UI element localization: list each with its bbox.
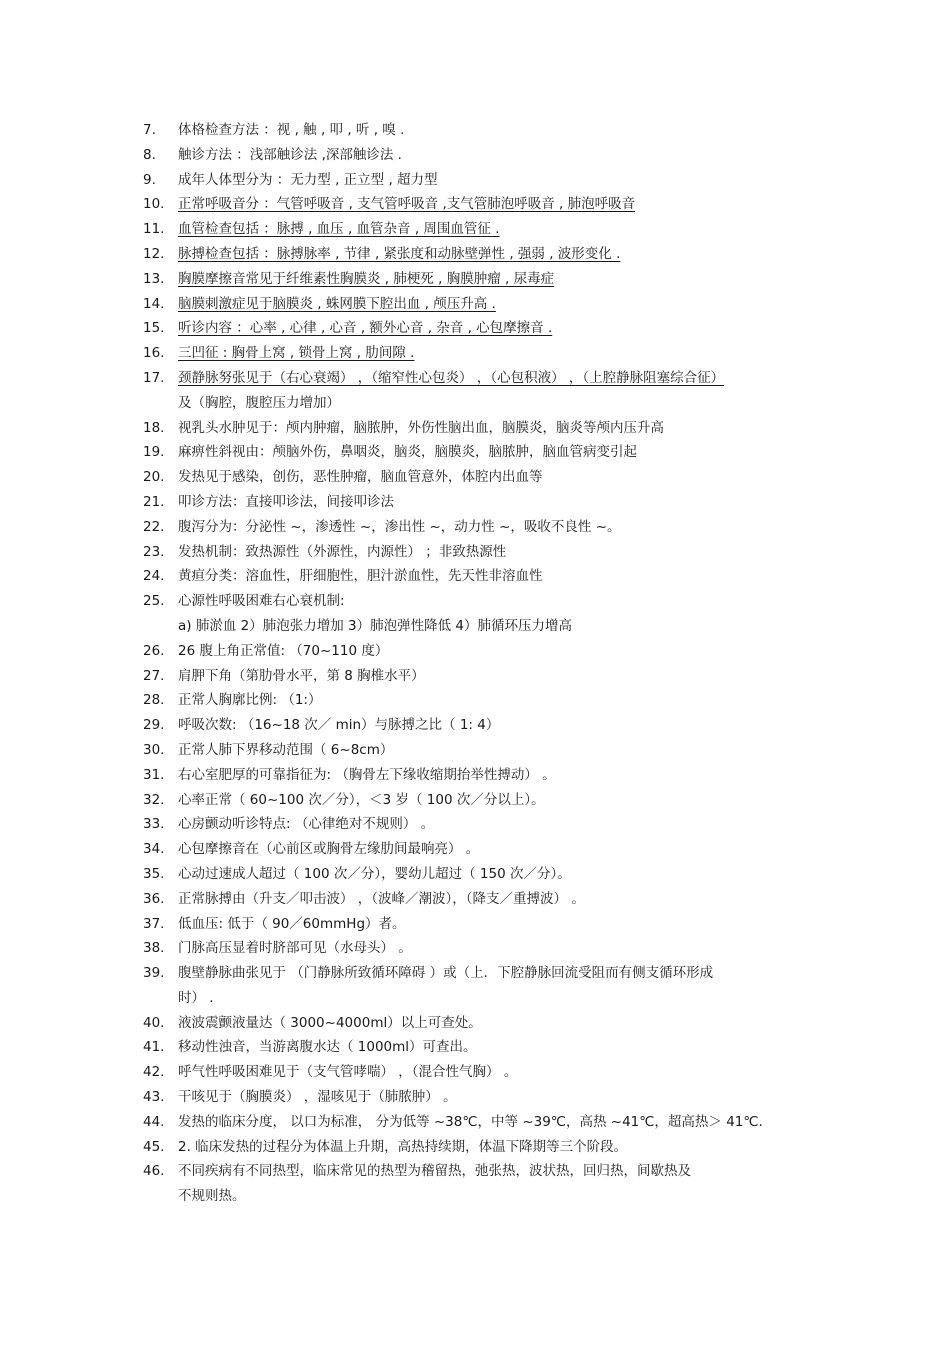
item-number: 14. — [143, 295, 165, 312]
item-number: 21. — [143, 493, 165, 510]
item-number: 20. — [143, 469, 165, 486]
item-text: 心源性呼吸困难右心衰机制: — [178, 593, 345, 610]
item-number: 39. — [143, 965, 165, 982]
list-item — [143, 738, 823, 763]
item-number: 43. — [143, 1089, 165, 1106]
item-number: 24. — [143, 568, 165, 585]
list-item — [143, 1159, 823, 1184]
item-text: 干咳见于（胸膜炎） ，湿咳见于（肺脓肿） 。 — [178, 1089, 457, 1106]
list-item — [143, 540, 823, 565]
item-text: 胸膜摩擦音常见于纤维素性胸膜炎 , 肺梗死 , 胸膜肿瘤 , 尿毒症 — [178, 270, 555, 287]
item-number: 25. — [143, 593, 165, 610]
item-continuation: 及（胸腔，腹腔压力增加） — [178, 394, 340, 411]
item-text: 门脉高压显着时脐部可见（水母头） 。 — [178, 940, 412, 957]
item-number: 13. — [143, 270, 165, 287]
list-item — [143, 143, 823, 168]
item-number: 32. — [143, 791, 165, 808]
item-number: 37. — [143, 915, 165, 932]
item-number: 34. — [143, 841, 165, 858]
list-item — [143, 564, 823, 589]
list-item — [143, 713, 823, 738]
list-item — [143, 416, 823, 441]
list-item — [143, 639, 823, 664]
list-item — [143, 267, 823, 292]
list-item — [143, 1011, 823, 1036]
list-item — [143, 192, 823, 217]
list-item — [143, 1135, 823, 1160]
list-item — [143, 465, 823, 490]
list-item — [143, 589, 823, 614]
list-item — [143, 341, 823, 366]
item-number: 26. — [143, 642, 165, 659]
item-number: 9. — [143, 171, 156, 188]
item-text: 触诊方法 ：浅部触诊法 ,深部触诊法 . — [178, 146, 402, 163]
list-item — [143, 936, 823, 961]
list-item — [143, 862, 823, 887]
list-item — [143, 515, 823, 540]
item-text: 呼气性呼吸困难见于（支气管哮喘） ，（混合性气胸） 。 — [178, 1064, 518, 1081]
item-number: 31. — [143, 766, 165, 783]
list-item — [143, 490, 823, 515]
item-number: 15. — [143, 320, 165, 337]
item-number: 28. — [143, 692, 165, 709]
item-number: 16. — [143, 345, 165, 362]
list-item — [143, 688, 823, 713]
item-number: 22. — [143, 518, 165, 535]
item-text: 液波震颤液量达（ 3000~4000ml）以上可查处。 — [178, 1014, 482, 1031]
item-text: 右心室肥厚的可靠指征为: （胸骨左下缘收缩期抬举性搏动） 。 — [178, 766, 556, 783]
item-text: 脉搏检查包括 ：脉搏脉率 , 节律 , 紧张度和动脉壁弹性 , 强弱 , 波形变化 . — [178, 245, 621, 262]
item-number: 7. — [143, 122, 156, 138]
item-text: 正常脉搏由（升支／叩击波） ，（波峰／潮波），（降支／重搏波） 。 — [178, 890, 585, 907]
item-text: 视乳头水肿见于：颅内肿瘤，脑脓肿，外伤性脑出血，脑膜炎，脑炎等颅内压升高 — [178, 419, 664, 436]
item-number: 38. — [143, 940, 165, 957]
question-list — [143, 118, 823, 1209]
item-number: 44. — [143, 1113, 165, 1130]
list-item — [143, 242, 823, 267]
item-text: 心率正常（ 60~100 次／分），＜3 岁（ 100 次／分以上）。 — [178, 791, 545, 808]
item-text: 心动过速成人超过（ 100 次／分），婴幼儿超过（ 150 次／分）。 — [178, 865, 571, 882]
item-text: 发热的临床分度， 以口为标准， 分为低等 ~38℃，中等 ~39℃，高热 ~41℃，超高热＞ 41℃. — [178, 1113, 763, 1130]
item-continuation: a) 肺淤血 2）肺泡张力增加 3）肺泡弹性降低 4）肺循环压力增高 — [178, 617, 572, 634]
list-item — [143, 664, 823, 689]
item-text: 呼吸次数: （16~18 次／ min）与脉搏之比（ 1: 4） — [178, 717, 500, 734]
item-text: 黄疸分类：溶血性，肝细胞性，胆汁淤血性，先天性非溶血性 — [178, 568, 543, 585]
item-text: 移动性浊音，当游离腹水达（ 1000ml）可查出。 — [178, 1039, 477, 1056]
item-text: 正常人肺下界移动范围（ 6~8cm） — [178, 741, 394, 758]
list-item — [143, 763, 823, 788]
item-text: 正常人胸廓比例: （1:） — [178, 692, 322, 709]
item-continuation: 时） . — [178, 989, 214, 1006]
item-number: 46. — [143, 1163, 165, 1180]
item-text: 低血压: 低于（ 90／60mmHg）者。 — [178, 915, 406, 932]
item-text: 血管检查包括 ：脉搏 , 血压 , 血管杂音 , 周围血管征 . — [178, 221, 500, 238]
item-text: 肩胛下角（第肋骨水平，第 8 胸椎水平） — [178, 667, 425, 684]
list-item — [143, 837, 823, 862]
item-number: 19. — [143, 444, 165, 461]
list-item — [143, 912, 823, 937]
item-number: 18. — [143, 419, 165, 436]
item-text: 发热见于感染，创伤，恶性肿瘤，脑血管意外，体腔内出血等 — [178, 469, 543, 486]
list-item — [143, 1035, 823, 1060]
item-text: 发热机制：致热源性（外源性，内源性） ；非致热源性 — [178, 543, 507, 560]
list-item — [143, 366, 823, 391]
list-item — [143, 1060, 823, 1085]
item-number: 11. — [143, 221, 165, 238]
item-number: 12. — [143, 245, 165, 262]
item-number: 35. — [143, 865, 165, 882]
item-number: 42. — [143, 1064, 165, 1081]
item-text: 腹泻分为：分泌性 ~，渗透性 ~，渗出性 ~，动力性 ~，吸收不良性 ~。 — [178, 518, 621, 535]
list-item — [143, 887, 823, 912]
list-item — [143, 961, 823, 986]
item-text: 麻痹性斜视由：颅脑外伤，鼻咽炎，脑炎，脑膜炎，脑脓肿，脑血管病变引起 — [178, 444, 637, 461]
item-continuation: 不规则热。 — [178, 1188, 246, 1205]
item-text: 体格检查方法 ：视 , 触 , 叩 , 听 , 嗅 . — [178, 122, 405, 138]
item-text: 心房颤动听诊特点: （心律绝对不规则） 。 — [178, 816, 435, 833]
list-item — [143, 118, 823, 143]
item-number: 27. — [143, 667, 165, 684]
item-text: 26 腹上角正常值: （70~110 度） — [178, 642, 389, 659]
item-text: 2. 临床发热的过程分为体温上升期，高热持续期，体温下降期等三个阶段。 — [178, 1138, 628, 1155]
list-item — [143, 440, 823, 465]
item-number: 23. — [143, 543, 165, 560]
item-text: 颈静脉努张见于（右心衰竭） ，（缩窄性心包炎） ，（心包积液） ，（上腔静脉阻塞综合征） — [178, 369, 725, 386]
item-text: 心包摩擦音在（心前区或胸骨左缘肋间最响亮） 。 — [178, 841, 480, 858]
list-item — [143, 1085, 823, 1110]
item-number: 30. — [143, 741, 165, 758]
list-item — [143, 788, 823, 813]
item-text: 叩诊方法：直接叩诊法，间接叩诊法 — [178, 493, 394, 510]
list-item — [143, 812, 823, 837]
item-text: 腹壁静脉曲张见于 （门静脉所致循环障碍 ）或（上．下腔静脉回流受阻而有侧支循环形成 — [178, 965, 714, 982]
item-text: 不同疾病有不同热型，临床常见的热型为稽留热，弛张热，波状热，回归热，间歇热及 — [178, 1163, 691, 1180]
item-text: 脑膜刺激症见于脑膜炎 , 蛛网膜下腔出血 , 颅压升高 . — [178, 295, 496, 312]
item-number: 8. — [143, 146, 156, 163]
list-item — [143, 217, 823, 242]
item-number: 45. — [143, 1138, 165, 1155]
item-text: 正常呼吸音分 ：气管呼吸音 , 支气管呼吸音 ,支气管肺泡呼吸音 , 肺泡呼吸音 — [178, 196, 636, 213]
item-number: 36. — [143, 890, 165, 907]
item-text: 听诊内容 ：心率 , 心律 , 心音 , 额外心音 , 杂音 , 心包摩擦音 . — [178, 320, 553, 337]
item-number: 41. — [143, 1039, 165, 1056]
item-number: 17. — [143, 369, 165, 386]
list-item — [143, 1110, 823, 1135]
item-number: 29. — [143, 717, 165, 734]
item-text: 成年人体型分为 ：无力型 , 正立型 , 超力型 — [178, 171, 438, 188]
item-text: 三凹征 : 胸骨上窝 , 锁骨上窝 , 肋间隙 . — [178, 345, 415, 362]
item-number: 10. — [143, 196, 165, 213]
list-item — [143, 292, 823, 317]
item-number: 40. — [143, 1014, 165, 1031]
list-item — [143, 168, 823, 193]
list-item — [143, 316, 823, 341]
item-number: 33. — [143, 816, 165, 833]
